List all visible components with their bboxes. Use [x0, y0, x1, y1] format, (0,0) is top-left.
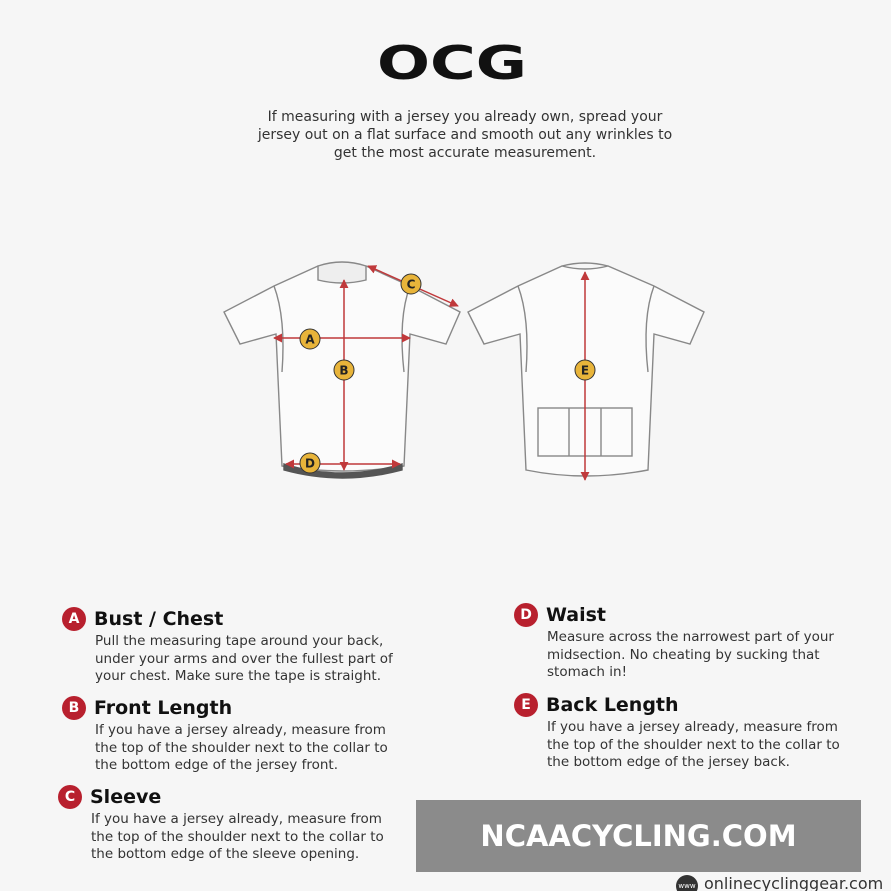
desc-line: under your arms and over the fullest part of	[95, 650, 393, 667]
letter-badge-b: B	[62, 696, 86, 720]
marker-b	[334, 360, 354, 380]
letter-badge-c: C	[58, 785, 82, 809]
desc-line: the bottom edge of the jersey front.	[95, 757, 338, 773]
measure-title: Waist	[546, 604, 607, 626]
svg-text:A: A	[305, 332, 315, 347]
desc-line: Measure across the narrowest part of your	[547, 629, 834, 645]
www-globe-icon: www	[676, 875, 698, 891]
measure-bust-chest	[62, 605, 393, 686]
marker-c	[401, 274, 421, 294]
letter-badge-e: E	[514, 693, 538, 717]
measure-front-length	[62, 694, 388, 775]
footer-site	[676, 874, 883, 891]
measure-title: Sleeve	[90, 786, 162, 808]
desc-line: the bottom edge of the sleeve opening.	[91, 846, 360, 862]
desc-line: If you have a jersey already, measure from	[95, 722, 386, 738]
desc-line: the top of the shoulder next to the collar to	[95, 739, 388, 756]
measure-description	[547, 719, 840, 772]
desc-line: the top of the shoulder next to the collar to	[547, 736, 840, 753]
desc-line: the top of the shoulder next to the collar to	[91, 828, 384, 845]
measure-title: Back Length	[546, 694, 679, 716]
footer-url: onlinecyclinggear.com	[704, 874, 884, 891]
desc-line: If you have a jersey already, measure from	[547, 719, 838, 735]
measure-description	[95, 633, 393, 686]
measure-back-length	[514, 691, 840, 772]
desc-line: midsection. No cheating by sucking that	[547, 646, 820, 663]
svg-text:D: D	[305, 456, 315, 471]
measure-waist	[514, 601, 834, 682]
svg-text:C: C	[406, 277, 416, 292]
measure-title: Front Length	[94, 697, 233, 719]
desc-line: stomach in!	[547, 664, 627, 680]
intro-text	[230, 108, 700, 162]
marker-a	[300, 329, 320, 349]
intro-line: jersey out on a flat surface and smooth out any wrinkles to	[257, 127, 673, 143]
letter-badge-d: D	[514, 603, 538, 627]
intro-line: If measuring with a jersey you already own, spread your	[267, 109, 663, 125]
measure-title: Bust / Chest	[94, 608, 224, 630]
watermark-banner: NCAACYCLING.COM	[416, 800, 861, 872]
measure-description	[95, 722, 388, 775]
desc-line: your chest. Make sure the tape is straight.	[95, 668, 381, 684]
svg-text:E: E	[580, 363, 590, 378]
svg-text:B: B	[339, 363, 349, 378]
intro-line: get the most accurate measurement.	[333, 145, 597, 161]
desc-line: If you have a jersey already, measure from	[91, 811, 382, 827]
logo-text: OCG	[377, 42, 527, 86]
marker-d	[300, 453, 320, 473]
measure-description	[91, 811, 384, 864]
measure-description	[547, 629, 834, 682]
measure-sleeve	[58, 783, 384, 864]
jersey-diagram	[0, 240, 891, 500]
marker-e	[575, 360, 595, 380]
desc-line: Pull the measuring tape around your back,	[95, 633, 384, 649]
ocg-logo	[375, 42, 530, 86]
desc-line: the bottom edge of the jersey back.	[547, 754, 790, 770]
letter-badge-a: A	[62, 607, 86, 631]
